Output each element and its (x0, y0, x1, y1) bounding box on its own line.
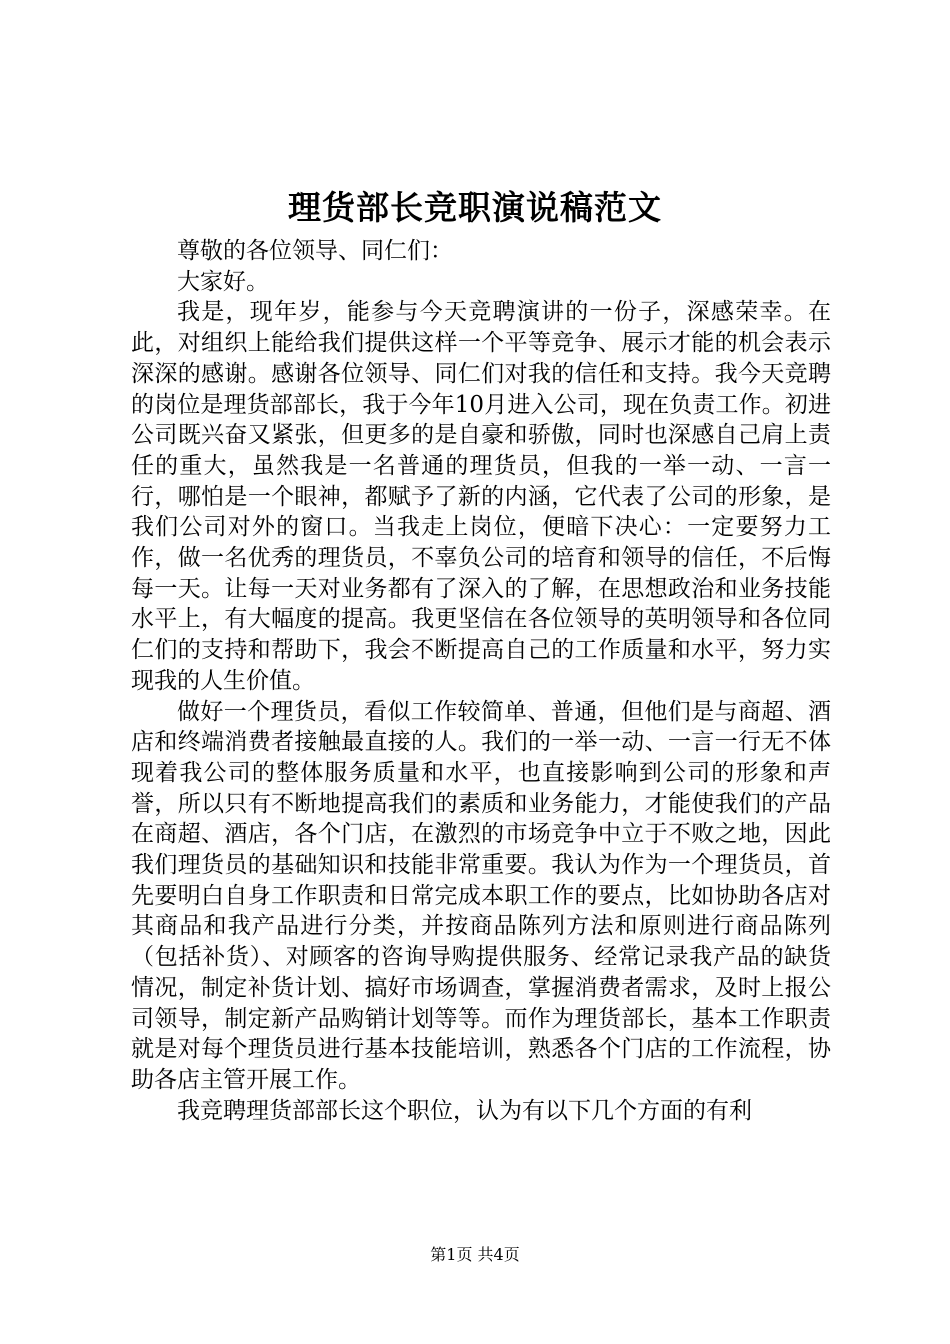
body-paragraph: 我是，现年岁，能参与今天竞聘演讲的一份子，深感荣幸。在此，对组织上能给我们提供这样一个平等竞争、展示才能的机会表示深深的感谢。感谢各位领导、同仁们对我的信任和支持。我今天竞聘的岗位是理货部部长，我于今年10月进入公司，现在负责工作。初进公司既兴奋又紧张，但更多的是自豪和骄傲，同时也深感自己肩上责任的重大，虽然我是一名普通的理货员，但我的一举一动、一言一行，哪怕是一个眼神，都赋予了新的内涵，它代表了公司的形象，是我们公司对外的窗口。当我走上岗位，便暗下决心：一定要努力工作，做一名优秀的理货员，不辜负公司的培育和领导的信任，不后悔每一天。让每一天对业务都有了深入的了解，在思想政治和业务技能水平上，有大幅度的提高。我更坚信在各位领导的英明领导和各位同仁们的支持和帮助下，我会不断提高自己的工作质量和水平，努力实现我的人生价值。 (131, 299, 831, 694)
body-paragraph: 做好一个理货员，看似工作较简单、普通，但他们是与商超、酒店和终端消费者接触最直接的人。我们的一举一动、一言一行无不体现着我公司的整体服务质量和水平，也直接影响到公司的形象和声誉，所以只有不断地提高我们的素质和业务能力，才能使我们的产品在商超、酒店，各个门店，在激烈的市场竞争中立于不败之地，因此我们理货员的基础知识和技能非常重要。我认为作为一个理货员，首先要明白自身工作职责和日常完成本职工作的要点，比如协助各店对其商品和我产品进行分类，并按商品陈列方法和原则进行商品陈列（包括补货）、对顾客的咨询导购提供服务、经常记录我产品的缺货情况，制定补货计划、搞好市场调查，掌握消费者需求，及时上报公司领导，制定新产品购销计划等等。而作为理货部长，基本工作职责就是对每个理货员进行基本技能培训，熟悉各个门店的工作流程，协助各店主管开展工作。 (131, 698, 831, 1093)
greeting: 大家好。 (177, 268, 269, 295)
page-footer: 第1页 共4页 (430, 1245, 520, 1264)
body-paragraph: 我竞聘理货部部长这个职位，认为有以下几个方面的有利 (177, 1097, 752, 1124)
salutation: 尊敬的各位领导、同仁们： (177, 238, 453, 264)
document-title: 理货部长竞职演说稿范文 (288, 188, 662, 227)
document-body (131, 236, 831, 1126)
